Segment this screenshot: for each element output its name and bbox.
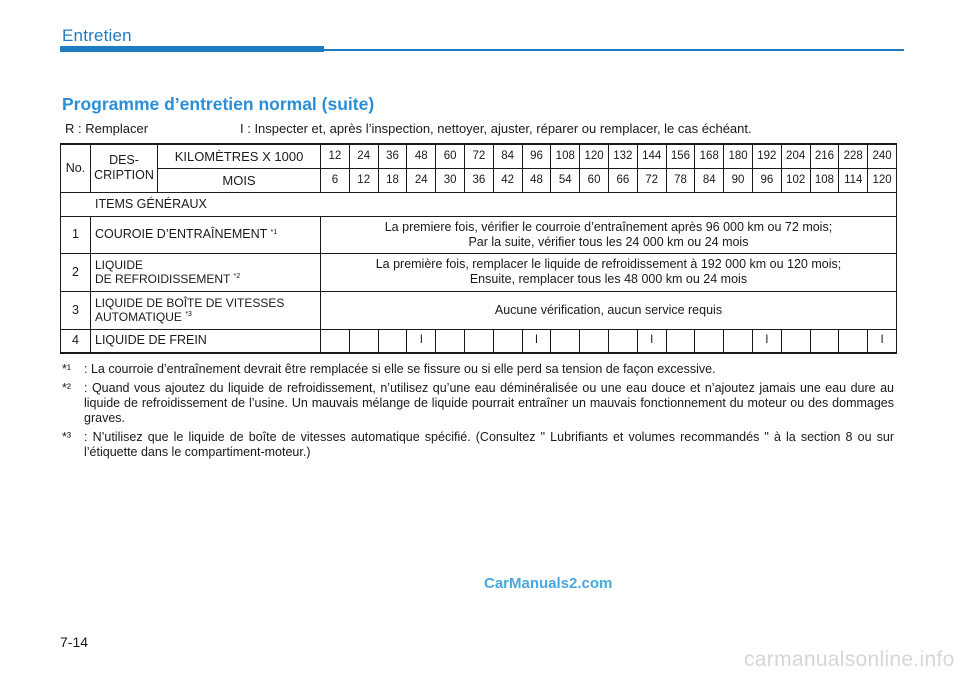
- km-cell: 72: [464, 144, 493, 168]
- maintenance-schedule-table: [60, 143, 897, 354]
- row-note-line2: Ensuite, remplacer tous les 48 000 km ou 24 mois: [469, 272, 748, 286]
- section-title: Entretien: [62, 26, 132, 45]
- month-cell: 84: [695, 168, 724, 192]
- km-cell: 192: [752, 144, 781, 168]
- km-cell: 24: [349, 144, 378, 168]
- row-note: [321, 253, 897, 291]
- schedule-cell: [781, 329, 810, 353]
- km-cell: 36: [378, 144, 407, 168]
- schedule-cell: [436, 329, 465, 353]
- row-note: [321, 216, 897, 253]
- km-cell: 144: [637, 144, 666, 168]
- km-cell: 84: [493, 144, 522, 168]
- row-note-line1: La premiere fois, vérifier le courroie d’entraînement après 96 000 km ou 72 mois;: [384, 219, 833, 234]
- schedule-cell: [493, 329, 522, 353]
- table-header-row-km: [61, 144, 897, 168]
- schedule-cell: [378, 329, 407, 353]
- general-items-label: ITEMS GÉNÉRAUX: [61, 192, 897, 216]
- km-cell: 48: [407, 144, 436, 168]
- km-cell: 180: [724, 144, 753, 168]
- watermark-link[interactable]: CarManuals2.com: [484, 575, 613, 592]
- schedule-cell: [695, 329, 724, 353]
- schedule-cell: I: [752, 329, 781, 353]
- month-cell: 18: [378, 168, 407, 192]
- footnote: [62, 381, 894, 426]
- schedule-cell: [666, 329, 695, 353]
- month-cell: 12: [349, 168, 378, 192]
- month-cell: 96: [752, 168, 781, 192]
- month-cell: 90: [724, 168, 753, 192]
- row-note: Aucune vérification, aucun service requis: [321, 291, 897, 329]
- km-cell: 12: [321, 144, 350, 168]
- footnote-mark: *³: [62, 430, 72, 444]
- month-cell: 78: [666, 168, 695, 192]
- month-cell: 108: [810, 168, 839, 192]
- month-cell: 42: [493, 168, 522, 192]
- row-item-label-line1: LIQUIDE: [95, 258, 144, 272]
- month-cell: 36: [464, 168, 493, 192]
- row-item-name: [91, 291, 321, 329]
- row-item-label-line2: DE REFROIDISSEMENT: [95, 272, 231, 286]
- month-cell: 30: [436, 168, 465, 192]
- schedule-cell: [464, 329, 493, 353]
- footnote-text: : Quand vous ajoutez du liquide de refroidissement, n’utilisez qu’une eau déminéralisée ou une eau douce et n’ajoutez jamais une eau dure au liquide de refroidissement de l’usine. Un mauvais mélange de liquide pourrait entraîner un mauvais fonctionnement du moteur ou des dommages graves.: [84, 381, 894, 425]
- month-cell: 60: [580, 168, 609, 192]
- legend-replace: R : Remplacer: [65, 121, 149, 136]
- km-cell: 216: [810, 144, 839, 168]
- header-months-label: MOIS: [158, 168, 321, 192]
- footnote-text: : La courroie d’entraînement devrait être remplacée si elle se fissure ou si elle perd sa tension de façon excessive.: [84, 362, 716, 376]
- site-logo: carmanualsonline.info: [744, 648, 955, 671]
- row-item-name: LIQUIDE DE FREIN: [91, 329, 321, 353]
- km-cell: 108: [551, 144, 580, 168]
- km-cell: 132: [608, 144, 637, 168]
- schedule-cell: [608, 329, 637, 353]
- month-cell: 66: [608, 168, 637, 192]
- schedule-cell: I: [868, 329, 897, 353]
- schedule-cell: [839, 329, 868, 353]
- row-number: 3: [61, 291, 91, 329]
- km-cell: 240: [868, 144, 897, 168]
- month-cell: 48: [522, 168, 551, 192]
- km-cell: 228: [839, 144, 868, 168]
- table-row: [61, 291, 897, 329]
- month-cell: 114: [839, 168, 868, 192]
- row-item-label-line1: LIQUIDE DE BOÎTE DE VITESSES: [95, 296, 285, 310]
- schedule-cell: I: [637, 329, 666, 353]
- page-title: Programme d’entretien normal (suite): [62, 94, 375, 114]
- table-row-general-items: [61, 192, 897, 216]
- table-row: [61, 253, 897, 291]
- month-cell: 54: [551, 168, 580, 192]
- row-item-name: [91, 253, 321, 291]
- schedule-cell: [321, 329, 350, 353]
- schedule-cell: I: [407, 329, 436, 353]
- schedule-cell: [580, 329, 609, 353]
- table-row: [61, 216, 897, 253]
- km-cell: 120: [580, 144, 609, 168]
- km-cell: 168: [695, 144, 724, 168]
- table-row: [61, 329, 897, 353]
- schedule-cell: [551, 329, 580, 353]
- table-header-row-months: [61, 168, 897, 192]
- km-cell: 204: [781, 144, 810, 168]
- km-cell: 156: [666, 144, 695, 168]
- schedule-cell: I: [522, 329, 551, 353]
- month-cell: 120: [868, 168, 897, 192]
- footnote-mark: *¹: [62, 362, 72, 376]
- schedule-cell: [724, 329, 753, 353]
- row-note-line2: Par la suite, vérifier tous les 24 000 km ou 24 mois: [468, 234, 749, 249]
- row-number: 4: [61, 329, 91, 353]
- footnote: [62, 362, 894, 377]
- month-cell: 72: [637, 168, 666, 192]
- row-number: 2: [61, 253, 91, 291]
- month-cell: 102: [781, 168, 810, 192]
- row-item-label-line2: AUTOMATIQUE: [95, 310, 182, 324]
- footnote: [62, 430, 894, 460]
- header-rule-thin: [324, 49, 904, 51]
- row-item-footnote-ref: *2: [233, 273, 241, 280]
- header-description-line2: CRIPTION: [94, 168, 154, 183]
- header-km-label: KILOMÈTRES X 1000: [158, 144, 321, 168]
- footnote-mark: *²: [62, 381, 72, 395]
- legend-inspect: I : Inspecter et, après l’inspection, nettoyer, ajuster, réparer ou remplacer, le cas échéant.: [240, 121, 752, 136]
- row-item-label: COUROIE D’ENTRAÎNEMENT: [95, 227, 268, 241]
- header-description: [91, 144, 158, 192]
- footnote-text: : N’utilisez que le liquide de boîte de vitesses automatique spécifié. (Consultez " Lubrifiants et volumes recommandés " à la section 8 ou sur l’étiquette dans le compartiment-moteur.): [84, 430, 894, 459]
- schedule-cell: [810, 329, 839, 353]
- row-number: 1: [61, 216, 91, 253]
- schedule-cell: [349, 329, 378, 353]
- header-no: No.: [61, 144, 91, 192]
- page-number: 7-14: [60, 634, 89, 650]
- header-description-line1: DES-: [109, 153, 139, 168]
- footnotes: [62, 362, 894, 464]
- month-cell: 24: [407, 168, 436, 192]
- row-item-footnote-ref: *1: [270, 229, 278, 236]
- month-cell: 6: [321, 168, 350, 192]
- km-cell: 96: [522, 144, 551, 168]
- row-item-footnote-ref: *3: [185, 311, 192, 318]
- km-cell: 60: [436, 144, 465, 168]
- row-item-name: [91, 216, 321, 253]
- row-note-line1: La première fois, remplacer le liquide de refroidissement à 192 000 km ou 120 mois;: [375, 257, 842, 271]
- header-rule-thick: [60, 46, 324, 52]
